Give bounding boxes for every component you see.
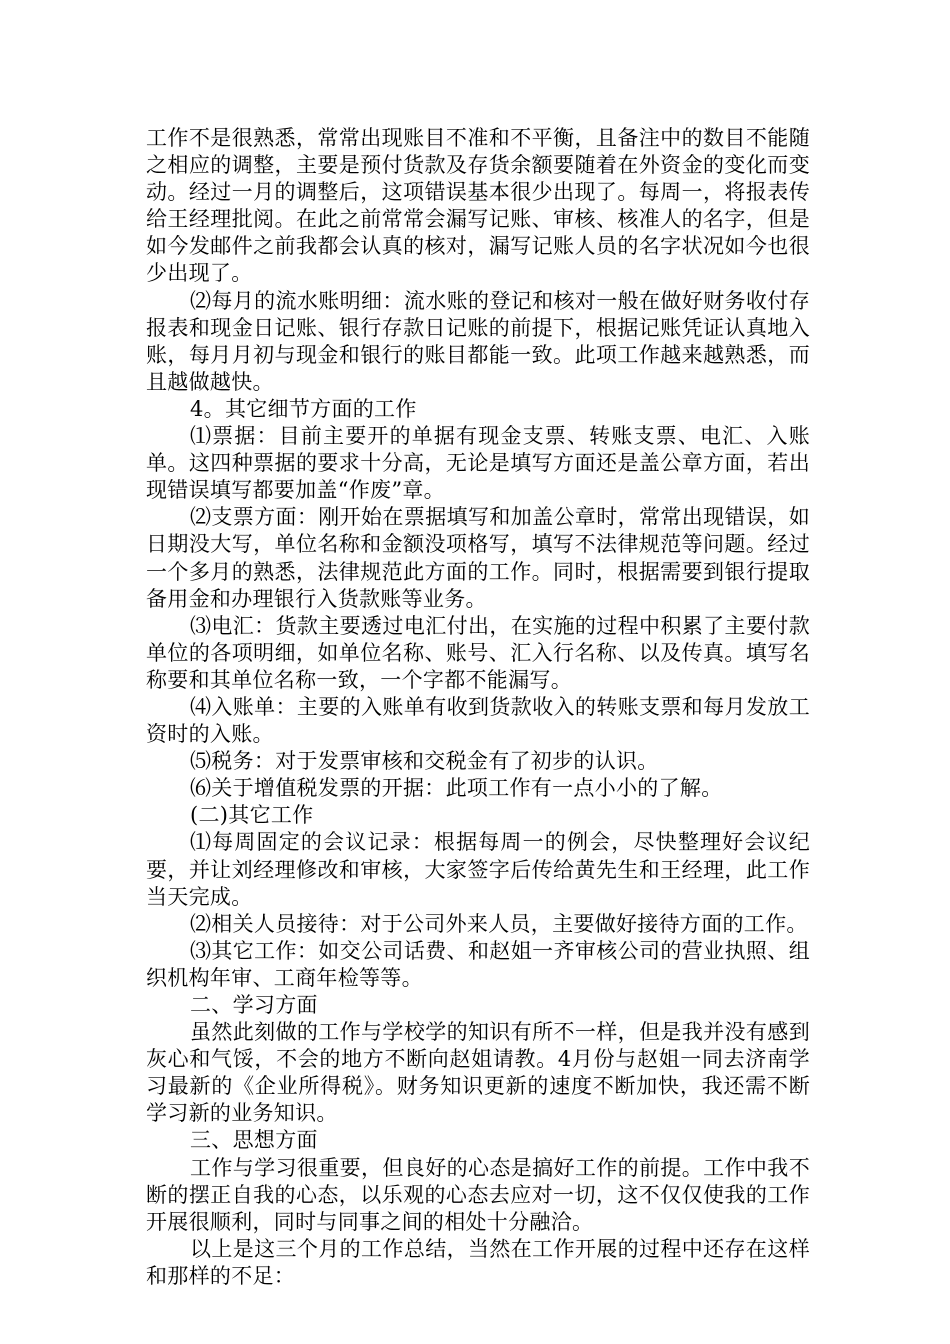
- paragraph-1: 工作不是很熟悉，常常出现账目不准和不平衡，且备注中的数目不能随之相应的调整，主要是预付货款及存货余额要随着在外资金的变化而变动。经过一月的调整后，这项错误基本很少出现了。每周一，将报表传给王经理批阅。在此之前常常会漏写记账、审核、核准人的名字，但是如今发邮件之前我都会认真的核对，漏写记账人员的名字状况如今也很少出现了。: [146, 126, 810, 286]
- paragraph-reception: ⑵相关人员接待：对于公司外来人员，主要做好接待方面的工作。: [190, 911, 808, 936]
- section-heading-other-work: (二)其它工作: [190, 803, 314, 828]
- paragraph-tickets: ⑴票据：目前主要开的单据有现金支票、转账支票、电汇、入账单。这四种票据的要求十分高，无论是填写方面还是盖公章方面，若出现错误填写都要加盖“作废”章。: [146, 424, 810, 503]
- paragraph-checks: ⑵支票方面：刚开始在票据填写和加盖公章时，常常出现错误，如日期没大写，单位名称和金额没项格写，填写不法律规范等问题。经过一个多月的熟悉，法律规范此方面的工作。同时，根据需要到银行提取备用金和办理银行入货款账等业务。: [146, 505, 810, 611]
- paragraph-summary: 以上是这三个月的工作总结，当然在工作开展的过程中还存在这样和那样的不足：: [146, 1236, 810, 1288]
- section-heading-thinking: 三、思想方面: [190, 1128, 318, 1153]
- document-body: [146, 125, 810, 1290]
- paragraph-vat-invoice: ⑹关于增值税发票的开据：此项工作有一点小小的了解。: [190, 776, 723, 801]
- paragraph-tax: ⑸税务：对于发票审核和交税金有了初步的认识。: [190, 749, 659, 774]
- paragraph-deposit-slip: ⑷入账单：主要的入账单有收到货款收入的转账支票和每月发放工资时的入账。: [146, 694, 810, 747]
- paragraph-thinking: 工作与学习很重要，但良好的心态是搞好工作的前提。工作中我不断的摆正自我的心态，以乐观的心态去应对一切，这不仅仅使我的工作开展很顺利，同时与同事之间的相处十分融洽。: [146, 1155, 810, 1234]
- paragraph-2: ⑵每月的流水账明细：流水账的登记和核对一般在做好财务收付存报表和现金日记账、银行存款日记账的前提下，根据记账凭证认真地入账，每月月初与现金和银行的账目都能一致。此项工作越来越熟悉，而且越做越快。: [146, 288, 810, 394]
- section-heading-4: 4。其它细节方面的工作: [190, 396, 417, 421]
- paragraph-meeting-notes: ⑴每周固定的会议记录：根据每周一的例会，尽快整理好会议纪要，并让刘经理修改和审核，大家签字后传给黄先生和王经理，此工作当天完成。: [146, 830, 810, 909]
- paragraph-study: 虽然此刻做的工作与学校学的知识有所不一样，但是我并没有感到灰心和气馁，不会的地方不断向赵姐请教。4月份与赵姐一同去济南学习最新的《企业所得税》。财务知识更新的速度不断加快，我还需不断学习新的业务知识。: [146, 1020, 810, 1126]
- paragraph-wire-transfer: ⑶电汇：货款主要透过电汇付出，在实施的过程中积累了主要付款单位的各项明细，如单位名称、账号、汇入行名称、以及传真。填写名称要和其单位名称一致，一个字都不能漏写。: [146, 613, 810, 692]
- section-heading-study: 二、学习方面: [190, 993, 318, 1017]
- paragraph-other-tasks: ⑶其它工作：如交公司话费、和赵姐一齐审核公司的营业执照、组织机构年审、工商年检等等。: [146, 938, 810, 990]
